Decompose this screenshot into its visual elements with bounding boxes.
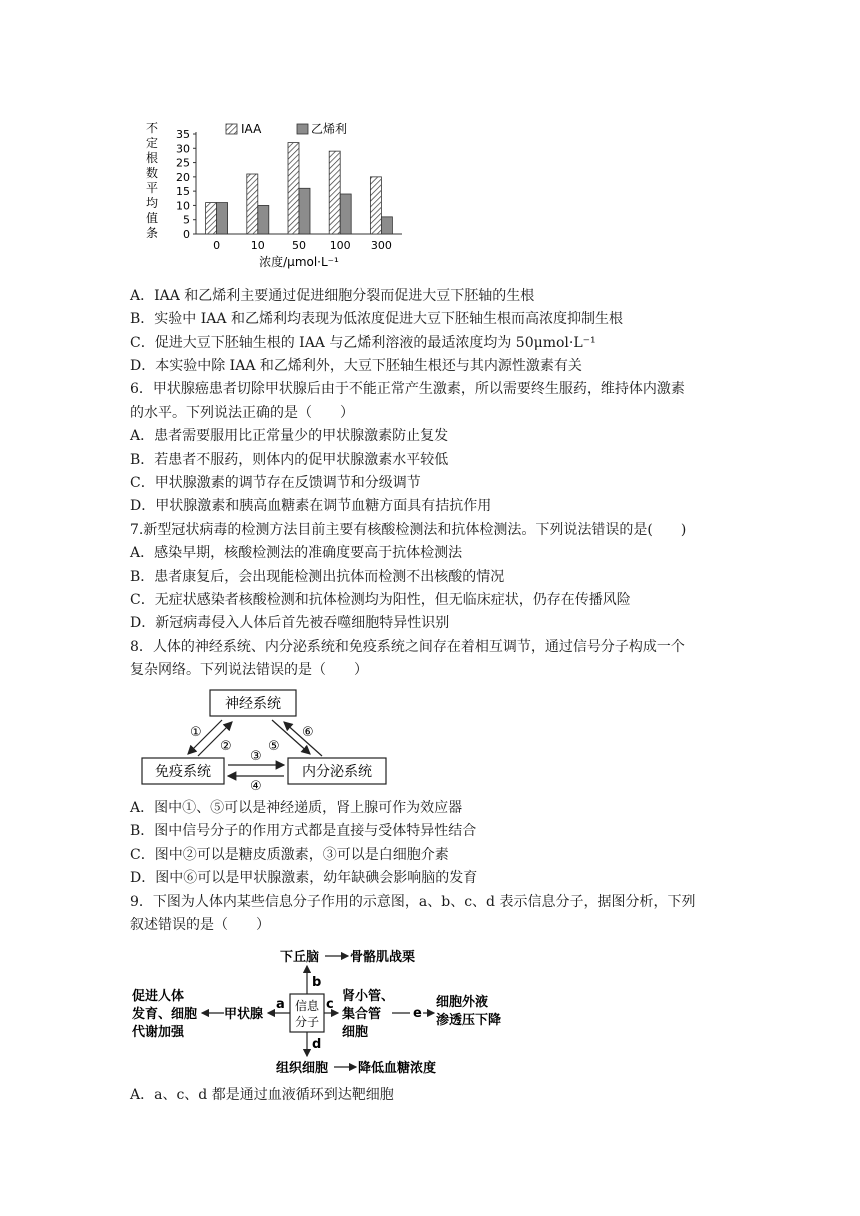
effect-label-3: 代谢加强 — [132, 1025, 185, 1040]
q8-stem-line1: 8．人体的神经系统、内分泌系统和免疫系统之间存在着相互调节，通过信号分子构成一个 — [130, 639, 685, 655]
label-b: b — [312, 975, 322, 990]
bar-iaa-10 — [247, 174, 258, 234]
q6-option-d: D．甲状腺激素和胰高血糖素在调节血糖方面具有拮抗作用 — [130, 498, 492, 514]
bar-iaa-100 — [329, 151, 340, 234]
x-axis-ticks — [213, 239, 392, 252]
system-regulation-diagram — [138, 688, 398, 792]
label-d: d — [312, 1037, 322, 1052]
thyroid-label: 甲状腺 — [224, 1007, 264, 1022]
center-label-2: 分子 — [294, 1015, 320, 1029]
chart-svg — [144, 116, 414, 272]
bar-ethephon-10 — [258, 205, 269, 234]
q7-option-d: D．新冠病毒侵入人体后首先被吞噬细胞特异性识别 — [130, 615, 450, 631]
bar-iaa-300 — [370, 177, 381, 234]
y-axis-label-char: 均 — [145, 196, 159, 210]
legend-swatch-ethephon — [297, 124, 308, 134]
label-2: ② — [220, 739, 232, 754]
bar-iaa-50 — [288, 143, 299, 234]
y-axis-label-char: 值 — [145, 211, 159, 225]
x-tick-label: 50 — [292, 239, 306, 252]
bar-iaa-0 — [206, 203, 217, 234]
label-3: ③ — [250, 749, 262, 764]
tissue-label: 组织细胞 — [276, 1061, 329, 1076]
y-tick-label: 20 — [176, 170, 190, 184]
q6-stem-line2: 的水平。下列说法正确的是（ ） — [130, 405, 354, 421]
hypothalamus-label: 下丘脑 — [280, 950, 320, 965]
label-5: ⑤ — [268, 739, 280, 754]
kidney-label-3: 细胞 — [342, 1025, 369, 1040]
legend-label-iaa: IAA — [241, 122, 262, 136]
label-4: ④ — [250, 779, 262, 792]
q7-option-b: B．患者康复后，会出现能检测出抗体而检测不出核酸的情况 — [130, 569, 505, 585]
q9-stem-line1: 9．下图为人体内某些信息分子作用的示意图，a、b、c、d 表示信息分子，据图分析，下列 — [130, 894, 696, 910]
bar-ethephon-0 — [217, 203, 228, 234]
legend — [226, 121, 347, 136]
signal-molecule-diagram — [130, 944, 510, 1078]
q5-option-c: C．促进大豆下胚轴生根的 IAA 与乙烯利溶液的最适浓度均为 50μmol·L⁻¹ — [130, 335, 596, 351]
q6-option-b: B．若患者不服药，则体内的促甲状腺激素水平较低 — [130, 452, 449, 468]
q8-option-b: B．图中信号分子的作用方式都是直接与受体特异性结合 — [130, 823, 477, 839]
effect-label-2: 发育、细胞 — [132, 1007, 198, 1022]
legend-label-ethephon: 乙烯利 — [311, 122, 348, 136]
signal-diagram-svg — [130, 944, 510, 1078]
effect-label-1: 促进人体 — [132, 989, 185, 1004]
osmotic-label-2: 渗透压下降 — [436, 1013, 502, 1028]
y-tick-label: 15 — [176, 185, 190, 199]
y-axis-label-char: 根 — [145, 151, 159, 165]
regulation-diagram-svg — [138, 688, 398, 792]
q5-option-a: A．IAA 和乙烯利主要通过促进细胞分裂而促进大豆下胚轴的生根 — [130, 288, 535, 304]
y-tick-label: 25 — [176, 156, 190, 170]
bar-ethephon-100 — [340, 194, 351, 234]
q6-option-a: A．患者需要服用比正常量少的甲状腺激素防止复发 — [130, 428, 449, 444]
q9-option-a: A．a、c、d 都是通过血液循环到达靶细胞 — [130, 1087, 394, 1103]
q8-option-c: C．图中②可以是糖皮质激素，③可以是白细胞介素 — [130, 847, 449, 863]
y-axis-label-char: 条 — [145, 226, 159, 240]
y-tick-label: 10 — [176, 199, 190, 213]
immune-system-label: 免疫系统 — [155, 764, 211, 780]
q7-option-a: A．感染早期，核酸检测法的准确度要高于抗体检测法 — [130, 545, 463, 561]
q5-option-b: B．实验中 IAA 和乙烯利均表现为低浓度促进大豆下胚轴生根而高浓度抑制生根 — [130, 311, 623, 327]
glucose-label: 降低血糖浓度 — [358, 1061, 437, 1076]
q9-stem-line2: 叙述错误的是（ ） — [130, 917, 270, 933]
y-tick-label: 30 — [176, 142, 190, 156]
x-tick-label: 100 — [329, 239, 351, 252]
y-axis-ticks — [176, 128, 196, 241]
x-tick-label: 0 — [213, 239, 221, 252]
endocrine-system-label: 内分泌系统 — [302, 764, 372, 780]
q6-stem-line1: 6．甲状腺癌患者切除甲状腺后由于不能正常产生激素，所以需要终生服药，维持体内激素 — [130, 381, 685, 397]
q5-option-d: D．本实验中除 IAA 和乙烯利外，大豆下胚轴生根还与其内源性激素有关 — [130, 358, 582, 374]
y-tick-label: 5 — [183, 213, 190, 227]
label-e: e — [413, 1006, 422, 1021]
q8-option-a: A．图中①、⑤可以是神经递质，肾上腺可作为效应器 — [130, 800, 463, 816]
label-c: c — [326, 997, 334, 1012]
bar-ethephon-50 — [299, 188, 310, 234]
x-axis-label: 浓度/μmol·L⁻¹ — [259, 255, 339, 269]
q7-option-c: C．无症状感染者核酸检测和抗体检测均为阳性，但无临床症状，仍存在传播风险 — [130, 592, 631, 608]
x-tick-label: 300 — [370, 239, 392, 252]
y-axis-label-char: 定 — [145, 136, 159, 150]
neural-system-label: 神经系统 — [225, 696, 281, 712]
legend-swatch-iaa — [226, 124, 237, 134]
y-axis-label — [146, 121, 158, 240]
bar-ethephon-300 — [381, 217, 392, 234]
shiver-label: 骨骼肌战栗 — [350, 950, 416, 965]
osmotic-label-1: 细胞外液 — [436, 995, 489, 1010]
q6-option-c: C．甲状腺激素的调节存在反馈调节和分级调节 — [130, 475, 421, 491]
label-a: a — [276, 997, 285, 1012]
q7-stem: 7.新型冠状病毒的检测方法目前主要有核酸检测法和抗体检测法。下列说法错误的是( ) — [130, 522, 687, 538]
y-tick-label: 0 — [183, 228, 190, 241]
label-1: ① — [190, 725, 202, 740]
y-axis-label-char: 数 — [145, 166, 159, 180]
q8-option-d: D．图中⑥可以是甲状腺激素，幼年缺碘会影响脑的发育 — [130, 870, 478, 886]
kidney-label-2: 集合管 — [342, 1007, 382, 1022]
bar-chart — [144, 116, 414, 272]
bars — [206, 143, 393, 234]
y-axis-label-char: 平 — [145, 181, 159, 195]
y-tick-label: 35 — [176, 128, 190, 141]
kidney-label-1: 肾小管、 — [342, 989, 395, 1004]
y-axis-label-char: 不 — [145, 121, 159, 135]
center-label-1: 信息 — [294, 999, 320, 1013]
label-6: ⑥ — [302, 725, 314, 740]
q8-stem-line2: 复杂网络。下列说法错误的是（ ） — [130, 662, 368, 678]
x-tick-label: 10 — [250, 239, 265, 252]
